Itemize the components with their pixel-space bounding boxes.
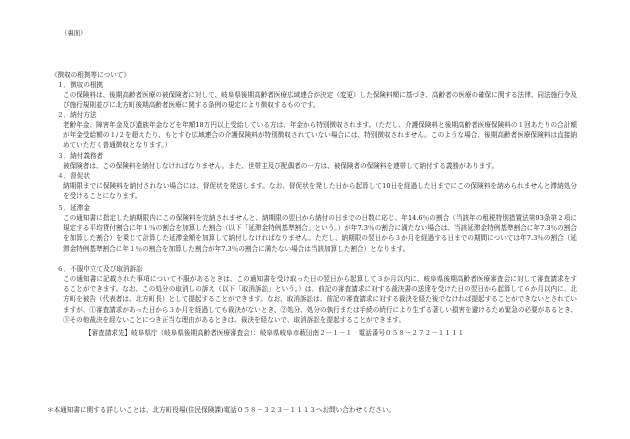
document-heading: 《徴収の根拠等について》 xyxy=(51,71,130,79)
section-body-1: この保険料は、後期高齢者医療の被保険者に対して、岐阜県後期高齢者医療広域連合が決定（変更）した保険料額に基づき、高齢者の医療の確保に関する法律、同法施行令及び施行規則並びに北方町後期高齢者医療に関する条例の規定により徴収するものです。 xyxy=(63,91,577,110)
inquiry-note: ＊本通知書に関する詳しいことは、北方町役場(住民保険課)電話０５８－３２３－１１１３へお問い合わせください。 xyxy=(47,406,396,414)
section-body-4: 納期限までに保険料を納付されない場合には、督促状を発送します。なお、督促状を発した日から起算して10日を経過した日までにこの保険料を納められませんと滞納処分を受けることになります。 xyxy=(63,182,577,201)
section-title-2: ２．納付方法 xyxy=(57,111,97,119)
section-body-6: この通知書に記載された事項について不服があるときは、この通知書を受け取った日の翌日から起算して３か月以内に、岐阜県後期高齢者医療審査会に対して審査請求をすることができます。なお、この処分の取消しの訴え（以下「取消訴訟」という。）は、前記の審査請求に対する裁決書の送達を受けた日の翌日から起算して６か月以内に、北方町を被告（代表者は、北方町長）として提起することができます。なお、取消訴訟は、前記の審査請求に対する裁決を経た後でなければ提起することができないとされていますが、①審査請求があった日から３か月を経過しても裁決がないとき、②処分、処分の執行または手続の続行により生ずる著しい損害を避けるため緊急の必要があるとき、③その他裁決を経ないことにつき正当な理由があるときは、裁決を経ないで、取消訴訟を提起することができます。 xyxy=(63,275,577,324)
section-title-4: ４．督促状 xyxy=(57,172,90,180)
section-body-3: 被保険者は、この保険料を納付しなければなりません。また、世帯主及び配偶者の一方は、被保険者の保険料を連帯して納付する義務があります。 xyxy=(63,162,499,170)
section-title-5: ５．延滞金 xyxy=(57,204,90,212)
appeal-contact: 【審査請求先】岐阜県庁（岐阜県後期高齢者医療審査会）：岐阜県岐阜市薮田南２－１－１ 電話番号０５８－２７２－１１１１ xyxy=(85,329,465,337)
section-title-3: ３．納付義務者 xyxy=(57,152,104,160)
section-body-2: 老齢年金、障害年金及び遺族年金などを年額18万円以上受給している方は、年金から特別徴収されます。（ただし、介護保険料と後期高齢者医療保険料の１回あたりの合計額が年金受給額の１/２を超えたり、もとすむ広域連合の介護保険料が特別徴収されていない場合には、特別徴収されません。このような場合、後期高齢者医療保険料は直接納めていただく普通徴収となります。） xyxy=(63,121,577,150)
section-body-5: この通知書に指定した納期限内にこの保険料を完納されませんと、納期限の翌日から納付の日までの日数に応じ、年14.6％の割合（当該年の租税特別措置法第93条第２項に規定する平均貸付割合に年１％の割合を加算した割合（以下「延滞金特例基準割合」という。）が年7.3％の割合に満たない場合は、当該延滞金特例基準割合に年7.3％の割合を加算した割合）を乗じて計算した延滞金額を加算して納付しなければなりません。ただし、納期限の翌日から３か月を経過する日までの期間については年7.3％の割合（延滞金特例基準割合に年１％の割合を加算した割合が年7.3％の割合に満たない場合は当該加算した割合）となります。 xyxy=(63,214,577,253)
page-side-label: （裏面） xyxy=(61,29,87,37)
section-title-1: １．徴収の根拠 xyxy=(57,81,104,89)
section-title-6: ６．不服申立て及び取消訴訟 xyxy=(57,265,143,273)
